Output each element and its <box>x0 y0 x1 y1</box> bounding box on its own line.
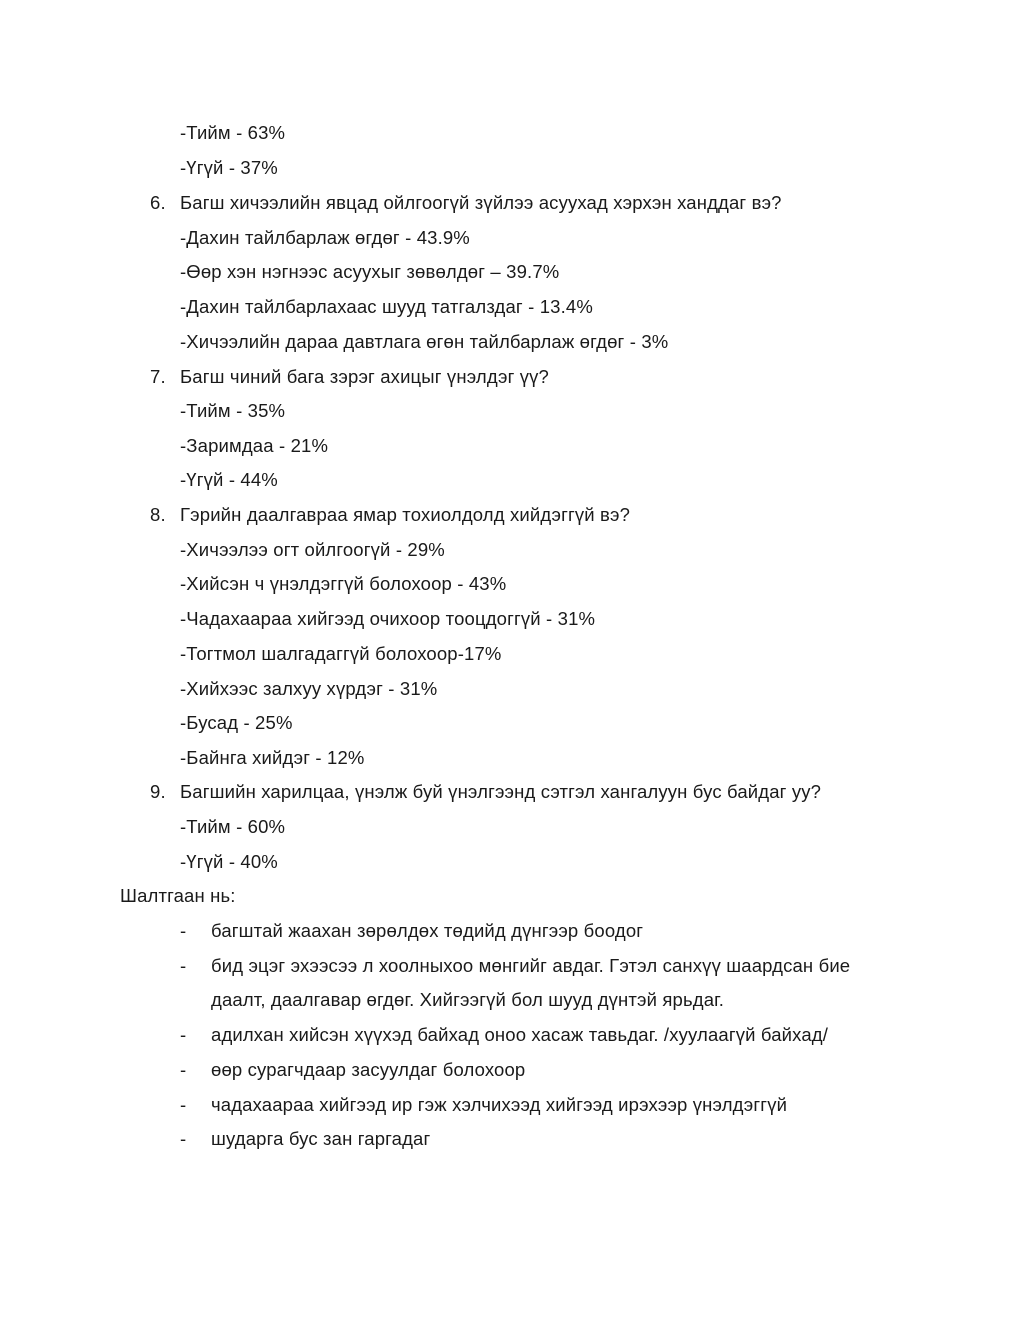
q6-question: Багш хичээлийн явцад ойлгоогүй зүйлээ асуухад хэрхэн ханддаг вэ? <box>180 192 782 213</box>
reason-item: багштай жаахан зөрөлдөх төдийд дүнгээр боодог <box>211 920 644 941</box>
q6-answer: -Өөр хэн нэгнээс асуухыг зөвөлдөг – 39.7% <box>180 261 560 282</box>
bullet-dash: - <box>180 955 187 976</box>
q8-answer: -Байнга хийдэг - 12% <box>180 747 365 768</box>
q8-answer: -Хийсэн ч үнэлдэггүй болохоор - 43% <box>180 573 507 594</box>
q5-answer: -Үгүй - 37% <box>180 157 278 178</box>
q8-answer: -Хичээлээ огт ойлгоогүй - 29% <box>180 539 445 560</box>
q8-answer: -Чадахаараа хийгээд очихоор тооцдоггүй - 31% <box>180 608 596 629</box>
q7-answer: -Заримдаа - 21% <box>180 435 329 456</box>
q6-answer: -Дахин тайлбарлахаас шууд татгалздаг - 13.4% <box>180 296 593 317</box>
q9-number: 9. <box>150 781 166 802</box>
q6-answer: -Дахин тайлбарлаж өгдөг - 43.9% <box>180 227 470 248</box>
bullet-dash: - <box>180 920 187 941</box>
q9-answer: -Үгүй - 40% <box>180 851 278 872</box>
q7-number: 7. <box>150 366 166 387</box>
bullet-dash: - <box>180 1024 187 1045</box>
q7-answer: -Тийм - 35% <box>180 400 286 421</box>
bullet-dash: - <box>180 1059 187 1080</box>
q9-question: Багшийн харилцаа, үнэлж буй үнэлгээнд сэтгэл хангалуун бус байдаг уу? <box>180 781 822 802</box>
q8-answer: -Тогтмол шалгадаггүй болохоор-17% <box>180 643 502 664</box>
reason-item: өөр сурагчдаар засуулдаг болохоор <box>211 1059 526 1080</box>
reason-item: бид эцэг эхээсээ л хоолныхоо мөнгийг авдаг. Гэтэл санхүү шаардсан бие <box>211 955 851 976</box>
q9-answer: -Тийм - 60% <box>180 816 286 837</box>
reason-item: шударга бус зан гаргадаг <box>211 1128 431 1149</box>
reason-item: адилхан хийсэн хүүхэд байхад оноо хасаж тавьдаг. /хуулаагүй байхад/ <box>211 1024 829 1045</box>
q8-answer: -Бусад - 25% <box>180 712 293 733</box>
reason-item-continuation: даалт, даалгавар өгдөг. Хийгээгүй бол шууд дүнтэй ярьдаг. <box>211 989 725 1010</box>
q6-answer: -Хичээлийн дараа давтлага өгөн тайлбарлаж өгдөг - 3% <box>180 331 669 352</box>
q8-question: Гэрийн даалгавраа ямар тохиолдолд хийдэггүй вэ? <box>180 504 631 525</box>
bullet-dash: - <box>180 1094 187 1115</box>
q5-answer: -Тийм - 63% <box>180 122 286 143</box>
reasons-heading: Шалтгаан нь: <box>120 885 236 906</box>
q6-number: 6. <box>150 192 166 213</box>
q7-question: Багш чиний бага зэрэг ахицыг үнэлдэг үү? <box>180 366 549 387</box>
q8-answer: -Хийхээс залхуу хүрдэг - 31% <box>180 678 438 699</box>
bullet-dash: - <box>180 1128 187 1149</box>
reason-item: чадахаараа хийгээд ир гэж хэлчихээд хийгээд ирэхээр үнэлдэггүй <box>211 1094 788 1115</box>
q8-number: 8. <box>150 504 166 525</box>
q7-answer: -Үгүй - 44% <box>180 469 278 490</box>
